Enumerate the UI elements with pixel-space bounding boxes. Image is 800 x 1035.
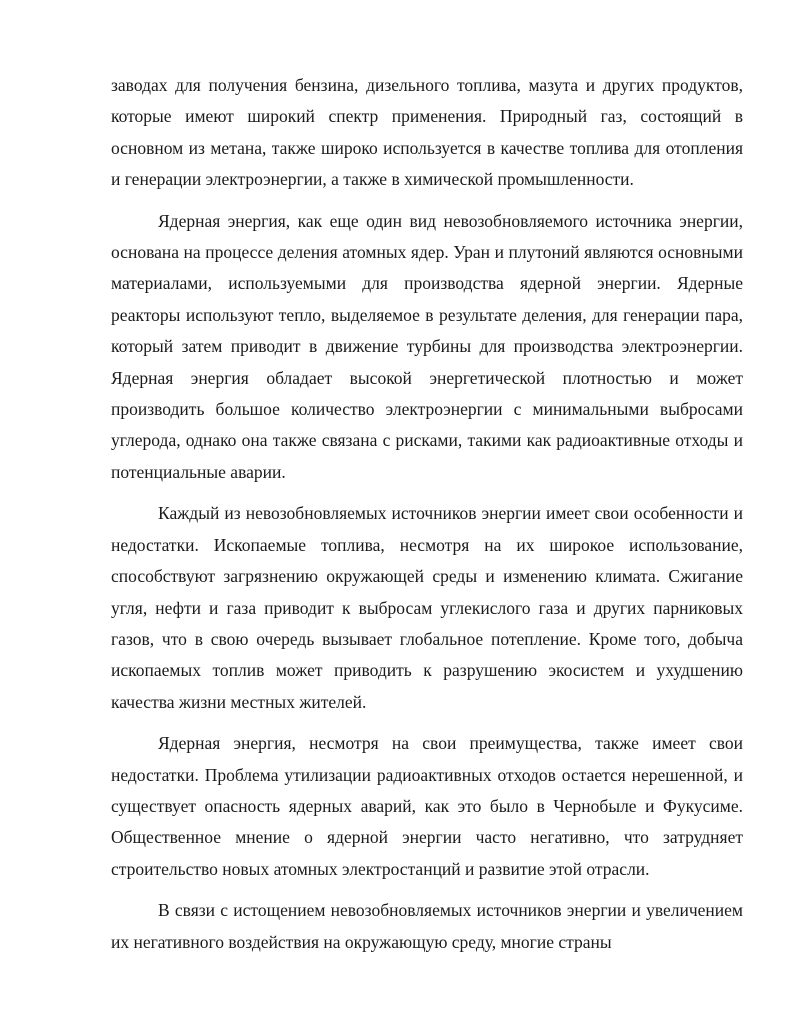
paragraph-nonrenewable-drawbacks: Каждый из невозобновляемых источников энергии имеет свои особенности и недостатки. Ископаемые топлива, несмотря на их широкое использование, способствуют загрязнению окружающей среды и изменению климата. Сжигание угля, нефти и газа приводит к выбросам углекислого газа и других парниковых газов, что в свою очередь вызывает глобальное потепление. Кроме того, добыча ископаемых топлив может приводить к разрушению экосистем и ухудшению качества жизни местных жителей. [111, 503, 743, 712]
paragraph-nuclear-drawbacks: Ядерная энергия, несмотря на свои преимущества, также имеет свои недостатки. Проблема утилизации радиоактивных отходов остается нерешенной, и существует опасность ядерных аварий, как это было в Чернобыле и Фукусиме. Общественное мнение о ядерной энергии часто негативно, что затрудняет строительство новых атомных электростанций и развитие этой отрасли. [111, 733, 743, 879]
paragraph-depletion: В связи с истощением невозобновляемых источников энергии и увеличением их негативного воздействия на окружающую среду, многие страны [111, 900, 743, 952]
document-body [111, 70, 743, 968]
paragraph-continued: заводах для получения бензина, дизельного топлива, мазута и других продуктов, которые имеют широкий спектр применения. Природный газ, состоящий в основном из метана, также широко используется в качестве топлива для отопления и генерации электроэнергии, а также в химической промышленности. [111, 75, 743, 190]
paragraph-nuclear-energy: Ядерная энергия, как еще один вид невозобновляемого источника энергии, основана на процессе деления атомных ядер. Уран и плутоний являются основными материалами, используемыми для производства ядерной энергии. Ядерные реакторы используют тепло, выделяемое в результате деления, для генерации пара, который затем приводит в движение турбины для производства электроэнергии. Ядерная энергия обладает высокой энергетической плотностью и может производить большое количество электроэнергии с минимальными выбросами углерода, однако она также связана с рисками, такими как радиоактивные отходы и потенциальные аварии. [111, 210, 743, 482]
